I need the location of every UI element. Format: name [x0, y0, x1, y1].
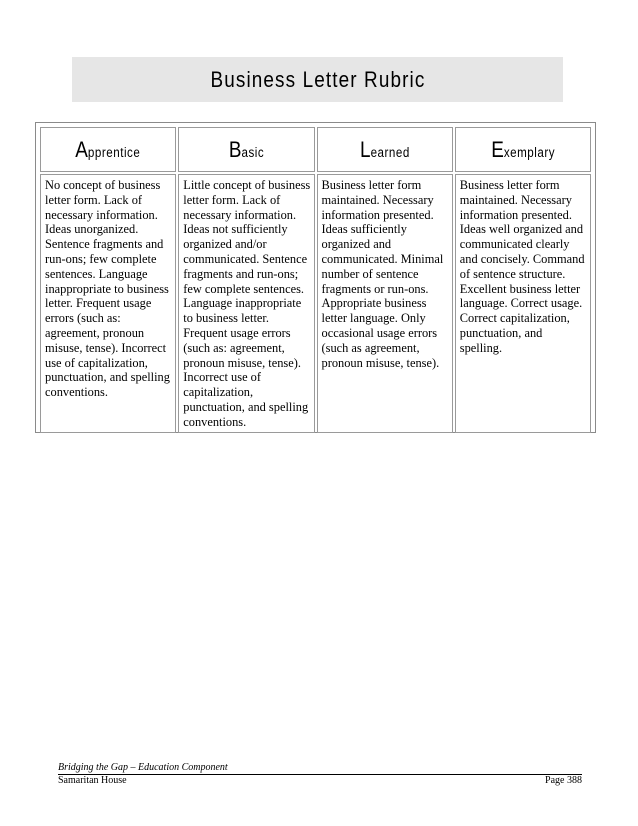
header-row — [40, 127, 591, 172]
page-footer — [58, 762, 582, 787]
header-initial: B — [228, 136, 242, 162]
column-header-apprentice — [40, 127, 176, 172]
header-label: earned — [370, 144, 410, 160]
footer-program-title: Bridging the Gap – Education Component — [58, 762, 228, 773]
column-header-basic — [178, 127, 314, 172]
header-label: xemplary — [503, 144, 555, 160]
cell-basic-criteria: Little concept of business letter form. Lack of necessary information. Ideas not sufficiently organized and/or communicated. Sentence fragments and run-ons; few complete sentences. Language inappropriate to business letter. Frequent usage errors (such as: agreement, pronoun misuse, tense). Incorrect use of capitalization, punctuation, and spelling conventions. — [178, 174, 314, 433]
rubric-table-frame — [35, 122, 596, 433]
footer-organization: Samaritan House — [58, 775, 127, 786]
cell-learned-criteria: Business letter form maintained. Necessary information presented. Ideas sufficiently organized and communicated. Minimal number of sentence fragments or run-ons. Appropriate business letter language. Only occasional usage errors (such as agreement, pronoun misuse, tense). — [317, 174, 453, 433]
header-initial: L — [359, 136, 371, 162]
criteria-row — [40, 174, 591, 433]
column-header-exemplary — [455, 127, 591, 172]
column-header-learned — [317, 127, 453, 172]
header-label: asic — [241, 144, 265, 160]
header-initial: E — [490, 136, 504, 162]
cell-apprentice-criteria: No concept of business letter form. Lack of necessary information. Ideas unorganized. Sentence fragments and run-ons; few complete sentences. Language inappropriate to business letter. Frequent usage errors (such as: agreement, pronoun misuse, tense). Incorrect use of capitalization, punctuation, and spelling conventions. — [40, 174, 176, 433]
page-number: Page 388 — [545, 775, 582, 786]
footer-row — [58, 775, 582, 787]
title-banner — [72, 57, 563, 102]
rubric-table — [38, 125, 593, 435]
header-initial: A — [75, 136, 89, 162]
page-title: Business Letter Rubric — [210, 66, 425, 92]
cell-exemplary-criteria: Business letter form maintained. Necessary information presented. Ideas well organized and communicated clearly and concisely. Command of sentence structure. Excellent business letter language. Correct usage. Correct capitalization, punctuation, and spelling. — [455, 174, 591, 433]
header-label: pprentice — [88, 144, 141, 160]
